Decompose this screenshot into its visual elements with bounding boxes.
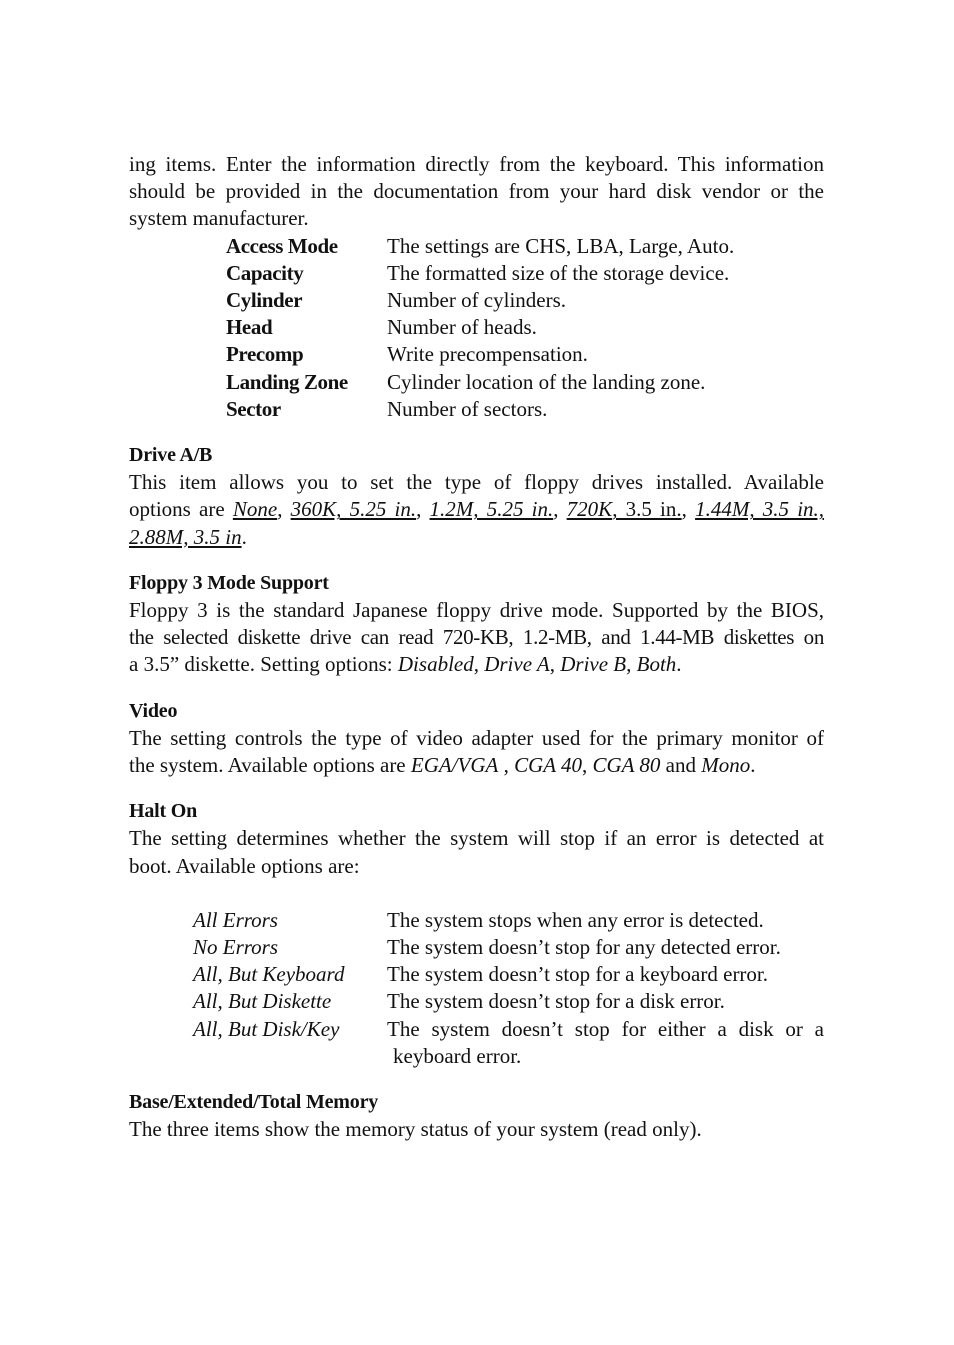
memory-section (129, 1089, 824, 1143)
halt-option-term: All, But Diskette (193, 989, 332, 1014)
hdd-field-desc: The formatted size of the storage device. (387, 260, 730, 285)
text-run: , (498, 753, 515, 778)
halt-option-term: All, But Keyboard (193, 962, 345, 987)
body-line: This item allows you to set the type of floppy drives installed. Available (129, 470, 824, 495)
text-run: . (241, 524, 247, 549)
option-1-44m: 1.44M, 3.5 in., (695, 497, 825, 522)
hdd-field-row (226, 341, 824, 368)
option-cga-40: CGA 40 (514, 753, 582, 778)
hdd-field-term: Precomp (226, 342, 304, 367)
halt-option-term: All Errors (193, 907, 278, 932)
option-drive-b-both: Drive B, Both (560, 652, 677, 677)
hdd-field-row (226, 287, 824, 314)
halt-option-desc-line: keyboard error. (393, 1043, 522, 1068)
body-line: boot. Available options are: (129, 853, 360, 878)
halt-option-term: All, But Disk/Key (193, 1016, 340, 1041)
halt-option-desc (387, 1016, 824, 1070)
intro-line: ing items. Enter the information directly from the keyboard. This information (129, 152, 824, 176)
body-line (129, 651, 824, 678)
hdd-field-desc: Cylinder location of the landing zone. (387, 369, 706, 394)
text-run: . (750, 753, 756, 778)
text-run: . (676, 652, 682, 677)
option-drive-a: Drive A (484, 652, 550, 677)
text-run: options are (129, 497, 233, 522)
section-heading: Base/Extended/Total Memory (129, 1091, 379, 1114)
hdd-field-desc: Number of heads. (387, 315, 537, 340)
body-line: The setting determines whether the system will stop if an error is detected at (129, 826, 824, 851)
halt-option-desc: The system doesn’t stop for a disk error. (387, 989, 725, 1014)
video-section (129, 698, 824, 780)
intro-line: system manufacturer. (129, 206, 309, 231)
halt-option-desc: The system doesn’t stop for a keyboard error. (387, 962, 769, 987)
text-run: , (681, 497, 696, 522)
hdd-field-desc: Write precompensation. (387, 342, 588, 367)
option-cga-80: CGA 80 (592, 753, 661, 778)
option-720k: 720K (566, 497, 613, 522)
drive-ab-section (129, 442, 824, 551)
option-ega-vga: EGA/VGA (410, 753, 499, 778)
option-mono: Mono (701, 753, 751, 778)
hdd-field-term: Cylinder (226, 288, 303, 313)
body-line (129, 524, 824, 551)
halt-option-term: No Errors (193, 935, 278, 960)
text-run: , (277, 497, 291, 522)
halt-option-row (193, 934, 824, 961)
option-disabled: Disabled (397, 652, 474, 677)
section-heading: Halt On (129, 800, 198, 823)
option-2-88m: 2.88M, 3.5 in (129, 524, 242, 549)
body-line: The setting controls the type of video adapter used for the primary monitor of (129, 725, 824, 750)
body-line: The three items show the memory status of your system (read only). (129, 1117, 702, 1142)
text-run: , (416, 497, 430, 522)
intro-line: should be provided in the documentation from your hard disk vendor or the (129, 179, 824, 204)
body-line (129, 496, 824, 523)
hdd-field-row (226, 260, 824, 287)
text-run: , 3.5 in. (612, 497, 682, 522)
halt-option-row (193, 907, 824, 934)
text-run: and (660, 753, 702, 778)
section-heading: Floppy 3 Mode Support (129, 571, 329, 594)
option-1-2m: 1.2M, 5.25 in. (429, 497, 554, 522)
body-line: the selected diskette drive can read 720-KB, 1.2-MB, and 1.44-MB diskettes on (129, 625, 824, 650)
text-run: , (553, 497, 567, 522)
halt-option-row (193, 961, 824, 988)
text-run: the system. Available options are (129, 753, 411, 778)
hdd-field-term: Sector (226, 396, 281, 421)
halt-on-section (129, 798, 824, 1070)
hdd-field-term: Capacity (226, 260, 304, 285)
hdd-field-row (226, 314, 824, 341)
hdd-field-desc: The settings are CHS, LBA, Large, Auto. (387, 233, 735, 258)
hdd-field-term: Landing Zone (226, 369, 348, 394)
body-line: Floppy 3 is the standard Japanese floppy drive mode. Supported by the BIOS, (129, 598, 824, 623)
option-none: None (232, 497, 278, 522)
hdd-field-desc: Number of sectors. (387, 396, 548, 421)
floppy3-section (129, 570, 824, 679)
hdd-field-term: Head (226, 315, 273, 340)
intro-paragraph (129, 151, 824, 233)
hdd-field-desc: Number of cylinders. (387, 288, 567, 313)
halt-option-desc: The system doesn’t stop for any detected error. (387, 935, 781, 960)
text-run: , (582, 753, 593, 778)
text-run: a 3.5” diskette. Setting options: (129, 652, 398, 677)
section-heading: Video (129, 699, 178, 722)
halt-option-desc: The system stops when any error is detected. (387, 907, 764, 932)
halt-options-table (193, 907, 824, 1070)
option-360k: 360K, 5.25 in. (290, 497, 417, 522)
section-heading: Drive A/B (129, 444, 213, 467)
halt-option-desc-line: The system doesn’t stop for either a disk or a (387, 1016, 824, 1041)
body-line (129, 752, 824, 779)
hdd-field-row (226, 396, 824, 423)
manual-page (129, 151, 824, 1144)
halt-option-row (193, 988, 824, 1015)
halt-option-row (193, 1016, 824, 1070)
text-run: , (473, 652, 485, 677)
hdd-field-table (226, 233, 824, 423)
hdd-field-term: Access Mode (226, 233, 338, 258)
hdd-field-row (226, 233, 824, 260)
hdd-field-row (226, 369, 824, 396)
text-run: , (549, 652, 561, 677)
